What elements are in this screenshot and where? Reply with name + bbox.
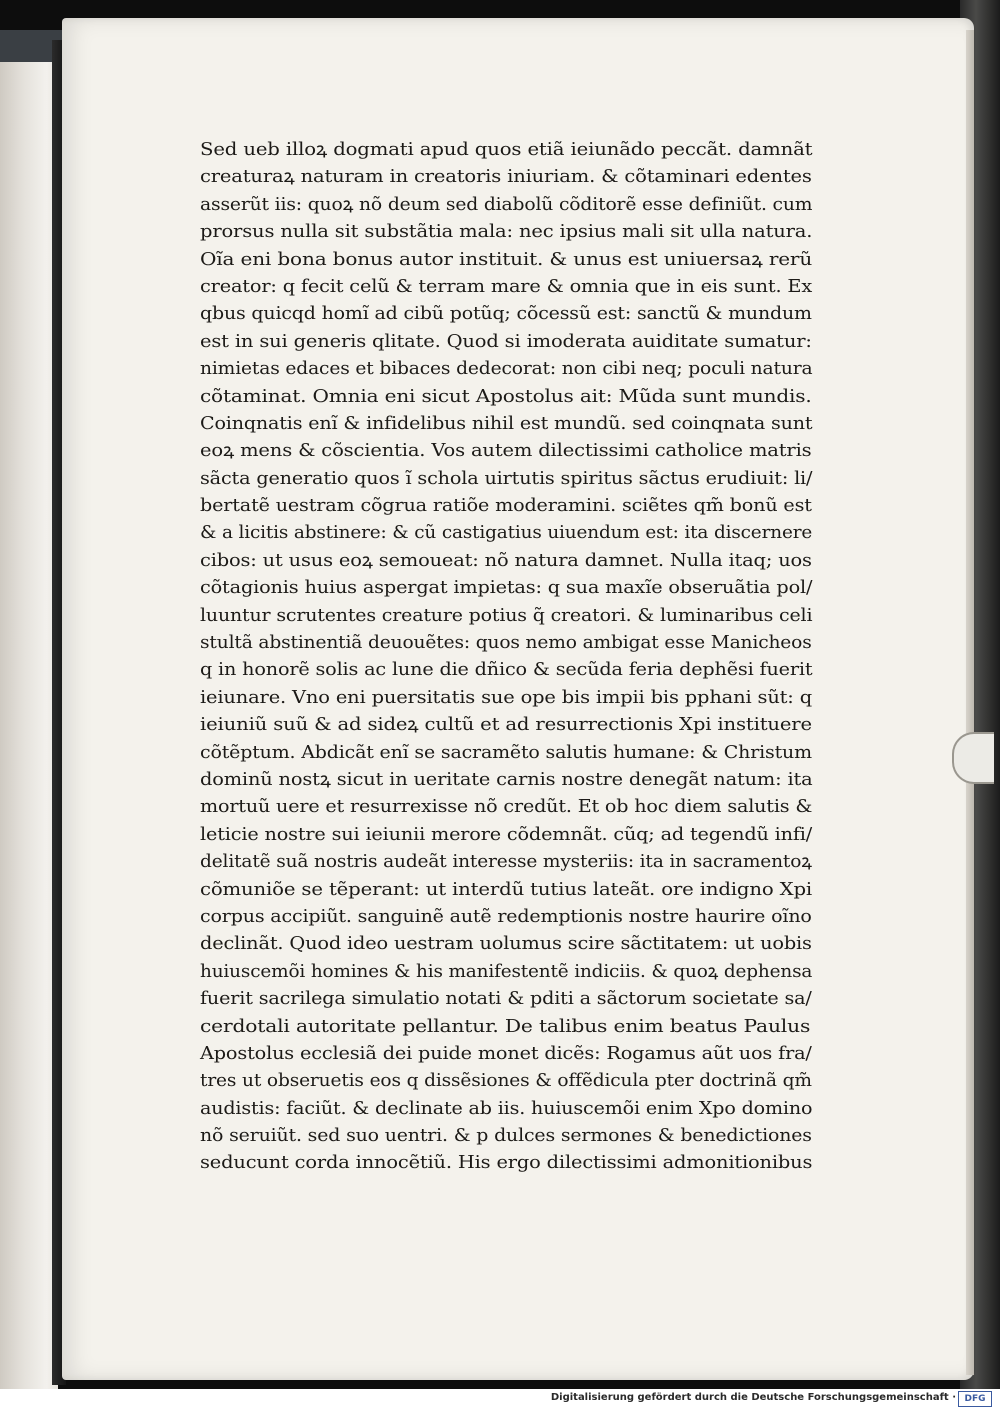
text-line: Coinqnatis enĩ & infidelibus nihil est mundũ. sed coinqnata sunt <box>200 413 813 434</box>
text-line: ieiuniũ suũ & ad sideꝝ cultũ et ad resurrectionis Xpi instituere <box>200 715 812 736</box>
footer-bar <box>0 1389 1000 1409</box>
text-line: seducunt corda innocẽtiũ. His ergo dilectissimi admonitionibus <box>200 1153 813 1174</box>
text-line: dominũ nostꝝ sicut in ueritate carnis nostre denegãt natum: ita <box>200 769 813 790</box>
text-line: est in sui generis qlitate. Quod si imoderata auiditate sumatur: <box>200 331 812 352</box>
text-line: declinãt. Quod ideo uestram uolumus scire sãctitatem: ut uobis <box>200 934 812 955</box>
page-fore-edge <box>966 30 974 1375</box>
text-line: sãcta generatio quos ĩ schola uirtutis spiritus sãctus erudiuit: li/ <box>200 468 813 489</box>
text-line: eoꝝ mens & cõscientia. Vos autem dilectissimi catholice matris <box>200 441 812 462</box>
dfg-logo-icon: DFG <box>958 1391 992 1407</box>
text-line: & a licitis abstinere: & cũ castigatius uiuendum est: ita discernere <box>200 523 813 544</box>
footer-credit: Digitalisierung gefördert durch die Deutsche Forschungsgemeinschaft · <box>550 1392 956 1403</box>
text-line: corpus accipiũt. sanguinẽ autẽ redemptionis nostre haurire oĩno <box>200 906 812 927</box>
text-line: qbus quicqd homĩ ad cibũ potũq; cõcessũ est: sanctũ & mundum <box>200 304 812 325</box>
text-line: nimietas edaces et bibaces dedecorat: non cibi neq; poculi natura <box>200 359 813 380</box>
left-page-edge <box>0 62 58 1389</box>
text-line: cerdotali autoritate pellantur. De talibus enim beatus Paulus <box>200 1016 811 1037</box>
text-line: prorsus nulla sit substãtia mala: nec ipsius mali sit ulla natura. <box>200 222 813 243</box>
text-line: huiuscemõi homines & his manifestentẽ indiciis. & quoꝝ dephensa <box>200 961 813 982</box>
text-line: stultã abstinentiã deuouẽtes: quos nemo ambigat esse Manicheos <box>200 633 812 654</box>
text-line: mortuũ uere et resurrexisse nõ credũt. Et ob hoc diem salutis & <box>200 797 813 818</box>
text-line: Oĩa eni bona bonus autor instituit. & unus est uniuersaꝝ rerũ <box>200 249 813 270</box>
text-line: Sed ueb illoꝝ dogmati apud quos etiã ieiunãdo peccãt. damnãt <box>200 140 813 160</box>
text-line: ieiunare. Vno eni puersitatis sue ope bis impii bis pphani sũt: q <box>200 687 812 708</box>
text-line: creaturaꝝ naturam in creatoris iniuriam. & cõtaminari edentes <box>200 167 812 188</box>
text-line: cibos: ut usus eoꝝ semoueat: nõ natura damnet. Nulla itaq; uos <box>200 550 812 571</box>
text-line: luuntur scrutentes creature potius q̃ creatori. & luminaribus celi <box>200 605 813 626</box>
text-line: cõtaminat. Omnia eni sicut Apostolus ait: Mũda sunt mundis. <box>200 386 812 407</box>
text-line: fuerit sacrilega simulatio notati & pditi a sãctorum societate sa/ <box>200 989 812 1010</box>
text-line: leticie nostre sui ieiunii merore cõdemnãt. cũq; ad tegendũ infi/ <box>200 824 813 845</box>
page-clip-tab <box>952 732 994 784</box>
text-line: asserũt iis: quoꝝ nõ deum sed diabolũ cõditorẽ esse definiũt. cum <box>200 194 813 215</box>
text-line: cõtẽptum. Abdicãt enĩ se sacramẽto salutis humane: & Christum <box>200 742 812 763</box>
text-line: nõ seruiũt. sed suo uentri. & p dulces sermones & benedictiones <box>200 1126 812 1147</box>
text-line: bertatẽ uestram cõgrua ratiõe moderamini. sciẽtes qm̃ bonũ est <box>200 496 812 517</box>
text-line: cõtagionis huius aspergat impietas: q sua maxĩe obseruãtia pol/ <box>200 578 813 599</box>
text-line: tres ut obseruetis eos q dissẽsiones & offẽdicula pter doctrinã qm̃ <box>200 1071 812 1092</box>
text-column <box>200 137 812 1178</box>
text-line: Apostolus ecclesiã dei puide monet dicẽs: Rogamus aũt uos fra/ <box>200 1043 812 1064</box>
text-line: q in honorẽ solis ac lune die dñico & secũda feria dephẽsi fuerit <box>200 660 813 681</box>
text-line: audistis: faciũt. & declinate ab iis. huiuscemõi enim Xpo domino <box>200 1098 813 1119</box>
text-line: delitatẽ suã nostris audeãt interesse mysteriis: ita in sacramentoꝝ <box>200 852 812 873</box>
text-line: cõmuniõe se tẽperant: ut interdũ tutius lateãt. ore indigno Xpi <box>200 879 813 900</box>
text-line: creator: q fecit celũ & terram mare & omnia que in eis sunt. Ex <box>200 276 813 297</box>
